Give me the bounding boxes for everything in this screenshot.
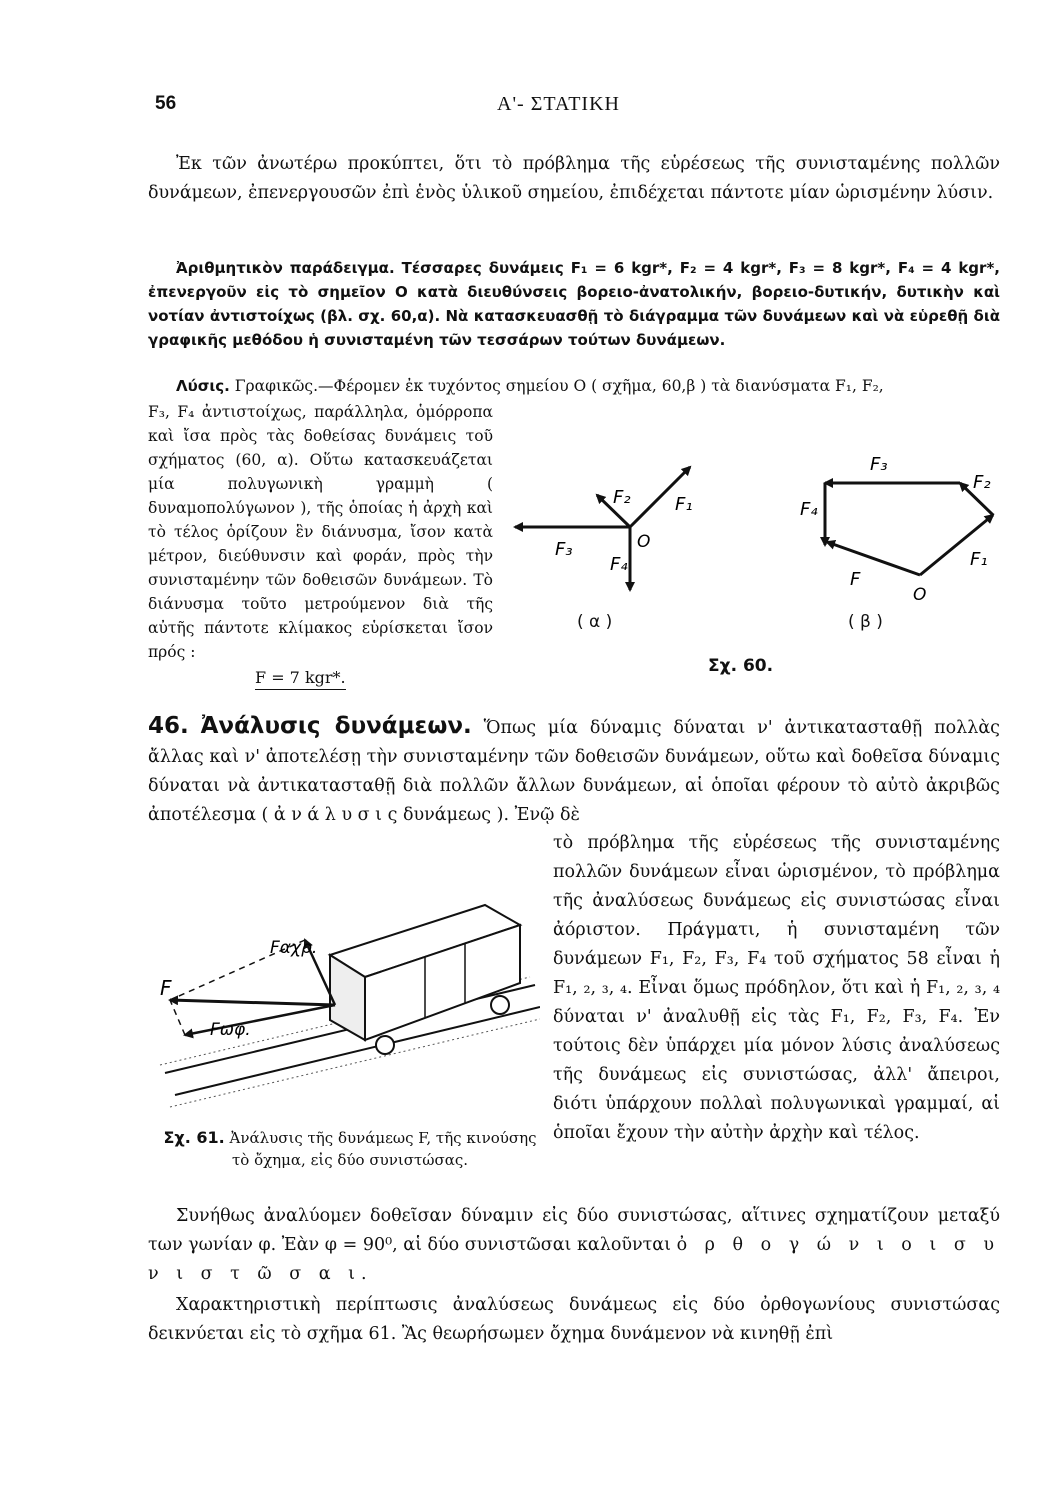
label-o-b: O: [913, 585, 927, 605]
usual-text: Συνήθως ἀναλύομεν δοθεῖσαν δύναμιν εἰς δύο συνιστώσας, αἵτινες σχηματίζουν μεταξύ των γωνίαν φ. Ἐὰν φ = 90⁰, αἱ δύο συνιστῶσαι καλοῦνται: [148, 1206, 1000, 1255]
label-f4-a: F₄: [610, 554, 628, 575]
solution-line: [148, 374, 1000, 398]
figure-60b-label: ( β ): [848, 612, 883, 632]
figure-60a: [505, 455, 705, 609]
figure-61-caption-num: Σχ. 61.: [163, 1128, 225, 1147]
label-f-61: F: [160, 976, 172, 1000]
label-f-useful: Fωφ.: [210, 1020, 251, 1040]
section-body: Ὅπως μία δύναμις δύναται ν' ἀντικατασταθῇ πολλὰς ἄλλας καὶ ν' ἀποτελέσῃ τὴν συνισταμένην τῶν δοθεισῶν δυνάμεων, οὕτω καὶ δοθεῖσα δύναμις δύναται νὰ ἀντικατασταθῇ διὰ πολλῶν ἄλλων δυνάμεων, αἱ ὁποῖαι φέρουν τὸ αὐτὸ ἀκριβῶς ἀποτέλεσμα ( ἀ ν ά λ υ σ ι ς δυνάμεως ). Ἐνῷ δὲ: [148, 718, 1000, 825]
label-f2-a: F₂: [613, 487, 631, 508]
figure-61: [155, 895, 540, 1124]
label-f3-b: F₃: [870, 454, 888, 475]
running-title: Α'- ΣΤΑΤΙΚΗ: [497, 93, 620, 115]
section-number: 46.: [148, 713, 189, 739]
label-f-b: F: [850, 569, 861, 590]
example-body: Τέσσαρες δυνάμεις F₁ = 6 kgr*, F₂ = 4 kgr*, F₃ = 8 kgr*, F₄ = 4 kgr*, ἐπενεργοῦν εἰς τὸ σημεῖον O κατὰ διευθύνσεις βορειο-ἀνατολικήν, βορειο-δυτικήν, δυτικὴν καὶ νοτίαν ἀντιστοίχως (βλ. σχ. 60,α). Νὰ κατασκευασθῇ τὸ διάγραμμα τῶν δυνάμεων καὶ νὰ εὑρεθῇ διὰ γραφικῆς μεθόδου ἡ συνισταμένη τῶν τεσσάρων τούτων δυνάμεων.: [148, 259, 1000, 349]
last-paragraph: Χαρακτηριστικὴ περίπτωσις ἀναλύσεως δυνάμεως εἰς δύο ὀρθογωνίους συνιστώσας δεικνύεται εἰς τὸ σχῆμα 61. Ἂς θεωρήσωμεν ὄχημα δυνάμενον νὰ κινηθῇ ἐπὶ: [148, 1295, 1000, 1344]
vector-f-useful: [185, 1005, 335, 1035]
section-title: Ἀνάλυσις δυνάμεων.: [200, 713, 472, 739]
solution-line1: Γραφικῶς.—Φέρομεν ἐκ τυχόντος σημείου O ( σχῆμα, 60,β ) τὰ διανύσματα F₁, F₂,: [234, 377, 884, 395]
label-o-a: O: [637, 532, 651, 552]
figure-60a-label: ( α ): [577, 612, 613, 632]
figure-60-caption: Σχ. 60.: [708, 656, 774, 676]
label-f2-b: F₂: [973, 472, 991, 493]
page-number: 56: [155, 93, 177, 114]
section-46-paragraph: [148, 712, 1000, 830]
label-f4-b: F₄: [800, 499, 818, 520]
result-value: F = 7 kgr*.: [255, 668, 346, 690]
orthogonal-term: ὀ ρ θ ο γ ώ ν ι ο ι σ υ ν ι σ τ ῶ σ α ι.: [148, 1235, 1000, 1284]
vector-f-61: [170, 1000, 335, 1005]
dashed-line-lower: [170, 1000, 185, 1035]
usual-paragraph: [148, 1202, 1000, 1289]
figure-61-caption: [160, 1127, 540, 1171]
solution-rest: F₃, F₄ ἀντιστοίχως, παράλληλα, ὁμόρροπα καὶ ἴσα πρὸς τὰς δοθείσας δυνάμεις τοῦ σχήματος (60, α). Οὕτω κατασκευάζεται μία πολυγωνικὴ γραμμὴ ( δυναμοπολύγωνον ), τῆς ὁποίας ἡ ἀρχὴ καὶ τὸ τέλος ὁρίζουν ἓν διάνυσμα, ἴσον κατὰ μέτρον, διεύθυνσιν καὶ φοράν, πρὸς τὴν συνισταμένην τῶν δοθεισῶν δυνάμεων. Τὸ διάνυσμα τοῦτο μετρούμενον διὰ τῆς αὐτῆς πάντοτε κλίμακος εὑρίσκεται ἴσον πρός :: [148, 403, 493, 661]
label-f1-a: F₁: [675, 494, 693, 515]
example-paragraph: [148, 256, 1000, 352]
figure-61-caption-text: Ἀνάλυσις τῆς δυνάμεως F, τῆς κινούσης τὸ ὄχημα, εἰς δύο συνιστώσας.: [229, 1129, 537, 1169]
label-f3-a: F₃: [555, 539, 573, 560]
wagon: [330, 905, 520, 1054]
intro-paragraph: Ἐκ τῶν ἀνωτέρω προκύπτει, ὅτι τὸ πρόβλημα τῆς εὑρέσεως τῆς συνισταμένης πολλῶν δυνάμεων, ἐπενεργουσῶν ἐπὶ ἑνὸς ὑλικοῦ σημείου, ἐπιδέχεται πάντοτε μίαν ὡρισμένην λύσιν.: [148, 154, 1000, 203]
figure-60b: [795, 450, 1005, 614]
label-f1-b: F₁: [970, 549, 988, 570]
label-f-useless: Fαχρ.: [270, 938, 318, 958]
vector-f-b: [827, 542, 920, 575]
section-right-column: τὸ πρόβλημα τῆς εὑρέσεως τῆς συνισταμένης πολλῶν δυνάμεων εἶναι ὡρισμένον, τὸ πρόβλημα τῆς ἀναλύσεως δυνάμεως εἰς συνιστώσας εἶναι ἀόριστον. Πράγματι, ἡ συνισταμένη τῶν δυνάμεων F₁, F₂, F₃, F₄ τοῦ σχήματος 58 εἶναι ἡ F₁, ₂, ₃, ₄. Εἶναι ὅμως πρόδηλον, ὅτι καὶ ἡ F₁, ₂, ₃, ₄ δύναται ν' ἀναλυθῇ εἰς τὰς F₁, F₂, F₃, F₄. Ἐν τούτοις δὲν ὑπάρχει μία μόνον λύσις ἀναλύσεως τῆς δυνάμεως εἰς συνιστώσας, ἀλλ' ἄπειροι, διότι ὑπάρχουν πολλαὶ πολυγωνικαὶ γραμμαί, αἱ ὁποῖαι ἔχουν τὴν αὐτὴν ἀρχὴν καὶ τέλος.: [553, 833, 1000, 1143]
solution-title: Λύσις.: [176, 377, 230, 395]
example-title: Ἀριθμητικὸν παράδειγμα.: [176, 259, 395, 277]
